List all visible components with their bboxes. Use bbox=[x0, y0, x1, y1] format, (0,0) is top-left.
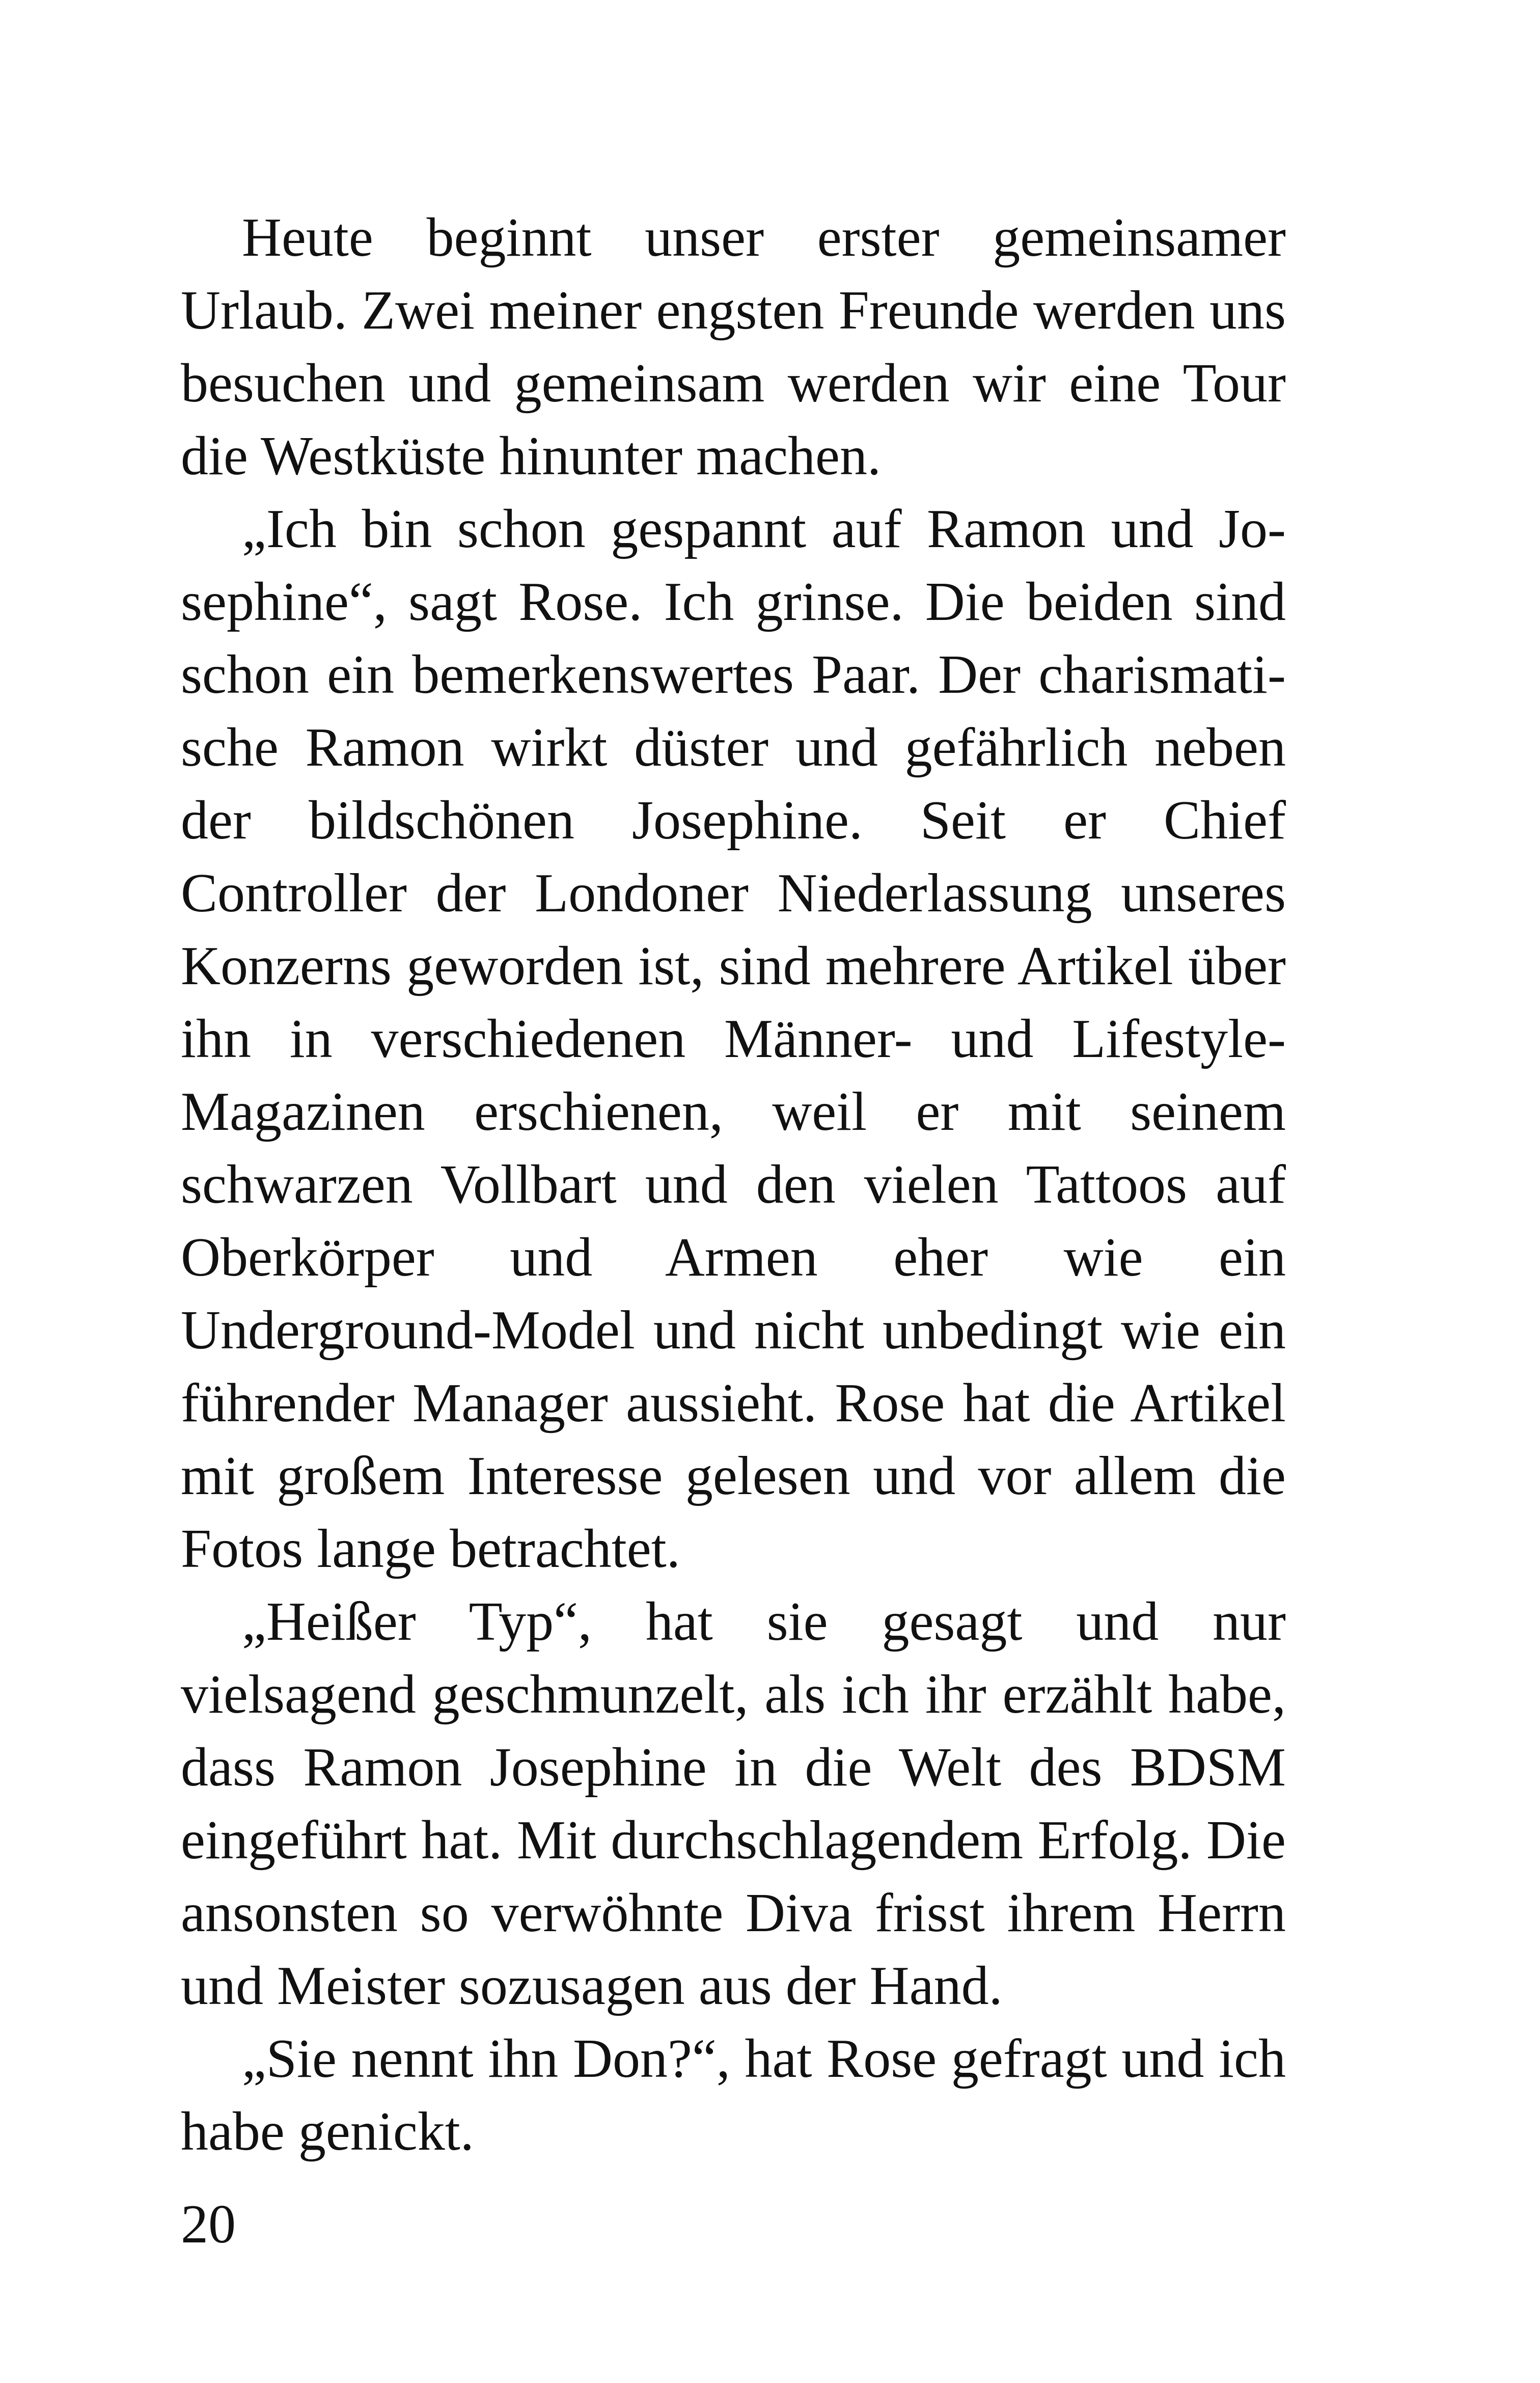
paragraph: Heute beginnt unser erster gemeinsamer Urlaub. Zwei meiner engsten Freunde werden uns besuchen und gemeinsam werden wir eine Tour die Westküste hinunter machen. bbox=[181, 207, 1286, 486]
body-text bbox=[181, 201, 1286, 2168]
paragraph: „Ich bin schon gespannt auf Ramon und Josephine“, sagt Rose. Ich grinse. Die beiden sind schon ein bemerkenswertes Paar. Der charismatische Ramon wirkt düster und gefährlich neben der bildschönen Josephine. Seit er Chief Controller der Londoner Niederlassung unseres Konzerns geworden ist, sind mehrere Artikel über ihn in verschiedenen Männer- und Lifestyle-Magazinen erschienen, weil er mit seinem schwarzen Vollbart und den vielen Tattoos auf Oberkörper und Armen eher wie ein Underground-Model und nicht unbedingt wie ein führender Manager aussieht. Rose hat die Artikel mit großem Interesse gelesen und vor allem die Fotos lange betrachtet. bbox=[181, 499, 1286, 1579]
paragraph: „Sie nennt ihn Don?“, hat Rose gefragt und ich habe genickt. bbox=[181, 2028, 1286, 2162]
paragraph: „Heißer Typ“, hat sie gesagt und nur vielsagend geschmunzelt, als ich ihr erzählt habe, dass Ramon Josephine in die Welt des BDSM eingeführt hat. Mit durchschlagendem Erfolg. Die ansonsten so verwöhnte Diva frisst ihrem Herrn und Meister sozusagen aus der Hand. bbox=[181, 1591, 1286, 2016]
page-number: 20 bbox=[181, 2194, 236, 2255]
